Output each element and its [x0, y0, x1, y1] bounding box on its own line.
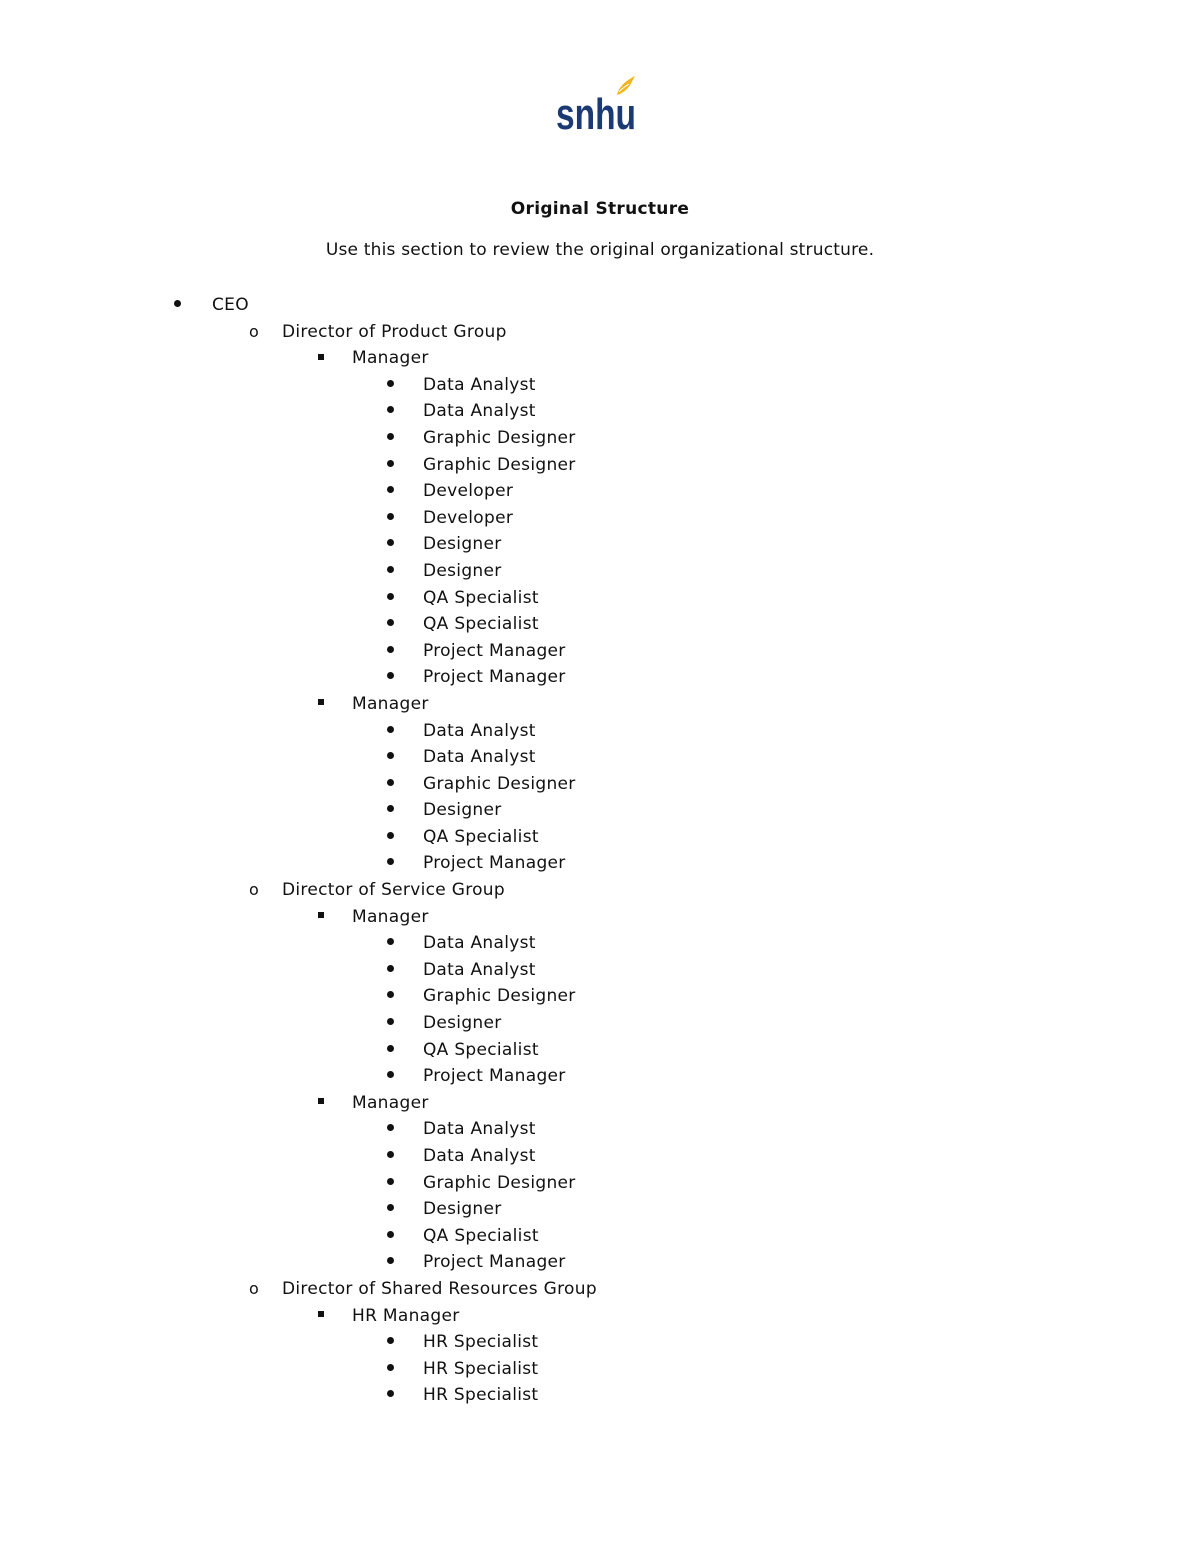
- outline-item-level-3: [0, 691, 1200, 718]
- outline-item-label: QA Specialist: [423, 1039, 539, 1060]
- outline-item-label: Data Analyst: [423, 401, 536, 422]
- outline-item-level-4: [0, 611, 1200, 638]
- outline-item-level-3: [0, 1303, 1200, 1330]
- outline-item-label: HR Manager: [352, 1305, 460, 1326]
- outline-item-label: Manager: [352, 348, 429, 369]
- outline-item-level-4: [0, 452, 1200, 479]
- outline-item-level-4: [0, 1170, 1200, 1197]
- outline-item-level-4: [0, 558, 1200, 585]
- outline-item-label: Director of Shared Resources Group: [282, 1278, 597, 1299]
- bullet-dot-icon: [387, 1143, 394, 1170]
- outline-item-label: Data Analyst: [423, 374, 536, 395]
- outline-item-level-2: [0, 1276, 1200, 1303]
- outline-item-label: Director of Service Group: [282, 880, 505, 901]
- outline-item-label: Project Manager: [423, 1252, 566, 1273]
- bullet-dot-icon: [387, 930, 394, 957]
- bullet-dot-icon: [387, 1329, 394, 1356]
- bullet-dot-icon: [387, 983, 394, 1010]
- bullet-dot-icon: [387, 398, 394, 425]
- bullet-dot-icon: [387, 1223, 394, 1250]
- outline-item-label: Developer: [423, 481, 514, 502]
- outline-item-label: Director of Product Group: [282, 321, 507, 342]
- bullet-dot-icon: [387, 531, 394, 558]
- bullet-circle-icon: o: [249, 321, 260, 341]
- outline-item-label: Designer: [423, 1199, 502, 1220]
- bullet-dot-icon: [387, 372, 394, 399]
- bullet-dot-icon: [387, 744, 394, 771]
- outline-item-label: Data Analyst: [423, 720, 536, 741]
- outline-item-level-4: [0, 744, 1200, 771]
- bullet-dot-icon: [387, 1382, 394, 1409]
- bullet-dot-icon: [387, 664, 394, 691]
- bullet-dot-icon: [387, 558, 394, 585]
- outline-item-level-4: [0, 1249, 1200, 1276]
- bullet-dot-icon: [387, 611, 394, 638]
- outline-item-label: QA Specialist: [423, 1225, 539, 1246]
- outline-item-level-4: [0, 983, 1200, 1010]
- bullet-dot-icon: [387, 718, 394, 745]
- outline-item-label: Data Analyst: [423, 959, 536, 980]
- outline-item-level-4: [0, 824, 1200, 851]
- outline-item-level-4: [0, 531, 1200, 558]
- bullet-square-icon: [318, 691, 324, 718]
- outline-item-level-4: [0, 505, 1200, 532]
- bullet-dot-icon: [387, 1170, 394, 1197]
- outline-item-level-4: [0, 1063, 1200, 1090]
- outline-item-level-4: [0, 718, 1200, 745]
- bullet-dot-icon: [387, 957, 394, 984]
- org-structure-outline: [0, 292, 1200, 1409]
- bullet-dot-icon: [387, 1116, 394, 1143]
- logo-wordmark: snhu: [556, 90, 636, 139]
- outline-item-label: Graphic Designer: [423, 454, 576, 475]
- outline-item-level-4: [0, 771, 1200, 798]
- snhu-logo-graphic: [555, 72, 639, 139]
- outline-item-level-4: [0, 797, 1200, 824]
- outline-item-label: QA Specialist: [423, 614, 539, 635]
- bullet-dot-icon: [387, 1249, 394, 1276]
- bullet-dot-icon: [387, 1063, 394, 1090]
- page-subtitle: Use this section to review the original organizational structure.: [325, 240, 875, 260]
- bullet-dot-icon: [174, 292, 181, 319]
- outline-item-label: HR Specialist: [423, 1358, 539, 1379]
- outline-item-label: Data Analyst: [423, 1146, 536, 1166]
- outline-item-label: Graphic Designer: [423, 427, 576, 448]
- outline-item-label: QA Specialist: [423, 587, 539, 608]
- bullet-dot-icon: [387, 585, 394, 612]
- outline-item-label: Manager: [352, 906, 429, 927]
- outline-item-level-4: [0, 1196, 1200, 1223]
- bullet-circle-icon: o: [249, 880, 260, 900]
- bullet-dot-icon: [387, 797, 394, 824]
- outline-item-level-3: [0, 904, 1200, 931]
- outline-item-level-4: [0, 1382, 1200, 1409]
- bullet-dot-icon: [387, 425, 394, 452]
- bullet-square-icon: [318, 1303, 324, 1330]
- bullet-dot-icon: [387, 1196, 394, 1223]
- outline-item-level-4: [0, 1356, 1200, 1383]
- outline-item-level-3: [0, 1090, 1200, 1117]
- bullet-dot-icon: [387, 478, 394, 505]
- bullet-circle-icon: o: [249, 1278, 260, 1298]
- bullet-dot-icon: [387, 771, 394, 798]
- outline-item-label: Manager: [352, 693, 429, 714]
- outline-item-label: Data Analyst: [423, 747, 536, 768]
- outline-item-level-4: [0, 1116, 1200, 1143]
- bullet-dot-icon: [387, 1010, 394, 1037]
- outline-item-label: HR Specialist: [423, 1385, 539, 1406]
- outline-item-level-4: [0, 1223, 1200, 1250]
- outline-item-level-4: [0, 425, 1200, 452]
- outline-item-level-4: [0, 638, 1200, 665]
- bullet-dot-icon: [387, 452, 394, 479]
- outline-item-level-4: [0, 1037, 1200, 1064]
- outline-item-label: Designer: [423, 800, 502, 821]
- bullet-dot-icon: [387, 1037, 394, 1064]
- outline-item-level-4: [0, 585, 1200, 612]
- outline-item-level-2: [0, 877, 1200, 904]
- outline-item-level-4: [0, 398, 1200, 425]
- page-title: Original Structure: [510, 199, 690, 219]
- outline-item-level-2: [0, 319, 1200, 346]
- bullet-dot-icon: [387, 824, 394, 851]
- bullet-dot-icon: [387, 1356, 394, 1383]
- outline-item-level-4: [0, 850, 1200, 877]
- bullet-dot-icon: [387, 638, 394, 665]
- outline-item-label: Graphic Designer: [423, 1172, 576, 1193]
- outline-item-level-4: [0, 478, 1200, 505]
- bullet-square-icon: [318, 345, 324, 372]
- outline-item-level-4: [0, 664, 1200, 691]
- outline-item-label: Data Analyst: [423, 933, 536, 954]
- outline-item-label: Project Manager: [423, 640, 566, 661]
- bullet-square-icon: [318, 904, 324, 931]
- outline-item-level-3: [0, 345, 1200, 372]
- outline-item-label: Project Manager: [423, 1066, 566, 1087]
- outline-item-label: Developer: [423, 507, 514, 528]
- outline-item-label: Designer: [423, 534, 502, 555]
- bullet-dot-icon: [387, 850, 394, 877]
- outline-item-label: Project Manager: [423, 853, 566, 874]
- outline-item-label: Graphic Designer: [423, 773, 576, 794]
- outline-item-label: Designer: [423, 560, 502, 581]
- bullet-square-icon: [318, 1090, 324, 1117]
- bullet-dot-icon: [387, 505, 394, 532]
- outline-item-level-1: [0, 292, 1200, 319]
- outline-item-label: Graphic Designer: [423, 986, 576, 1007]
- outline-item-level-4: [0, 1329, 1200, 1356]
- outline-item-label: Data Analyst: [423, 1119, 536, 1140]
- outline-item-level-4: [0, 1143, 1200, 1170]
- snhu-logo: [555, 72, 639, 139]
- outline-item-label: QA Specialist: [423, 826, 539, 847]
- outline-item-level-4: [0, 1010, 1200, 1037]
- outline-item-level-4: [0, 372, 1200, 399]
- outline-item-label: Manager: [352, 1092, 429, 1113]
- outline-item-level-4: [0, 930, 1200, 957]
- outline-item-level-4: [0, 957, 1200, 984]
- outline-item-label: CEO: [212, 295, 249, 315]
- outline-item-label: Project Manager: [423, 667, 566, 688]
- outline-item-label: Designer: [423, 1013, 502, 1034]
- outline-item-label: HR Specialist: [423, 1332, 539, 1353]
